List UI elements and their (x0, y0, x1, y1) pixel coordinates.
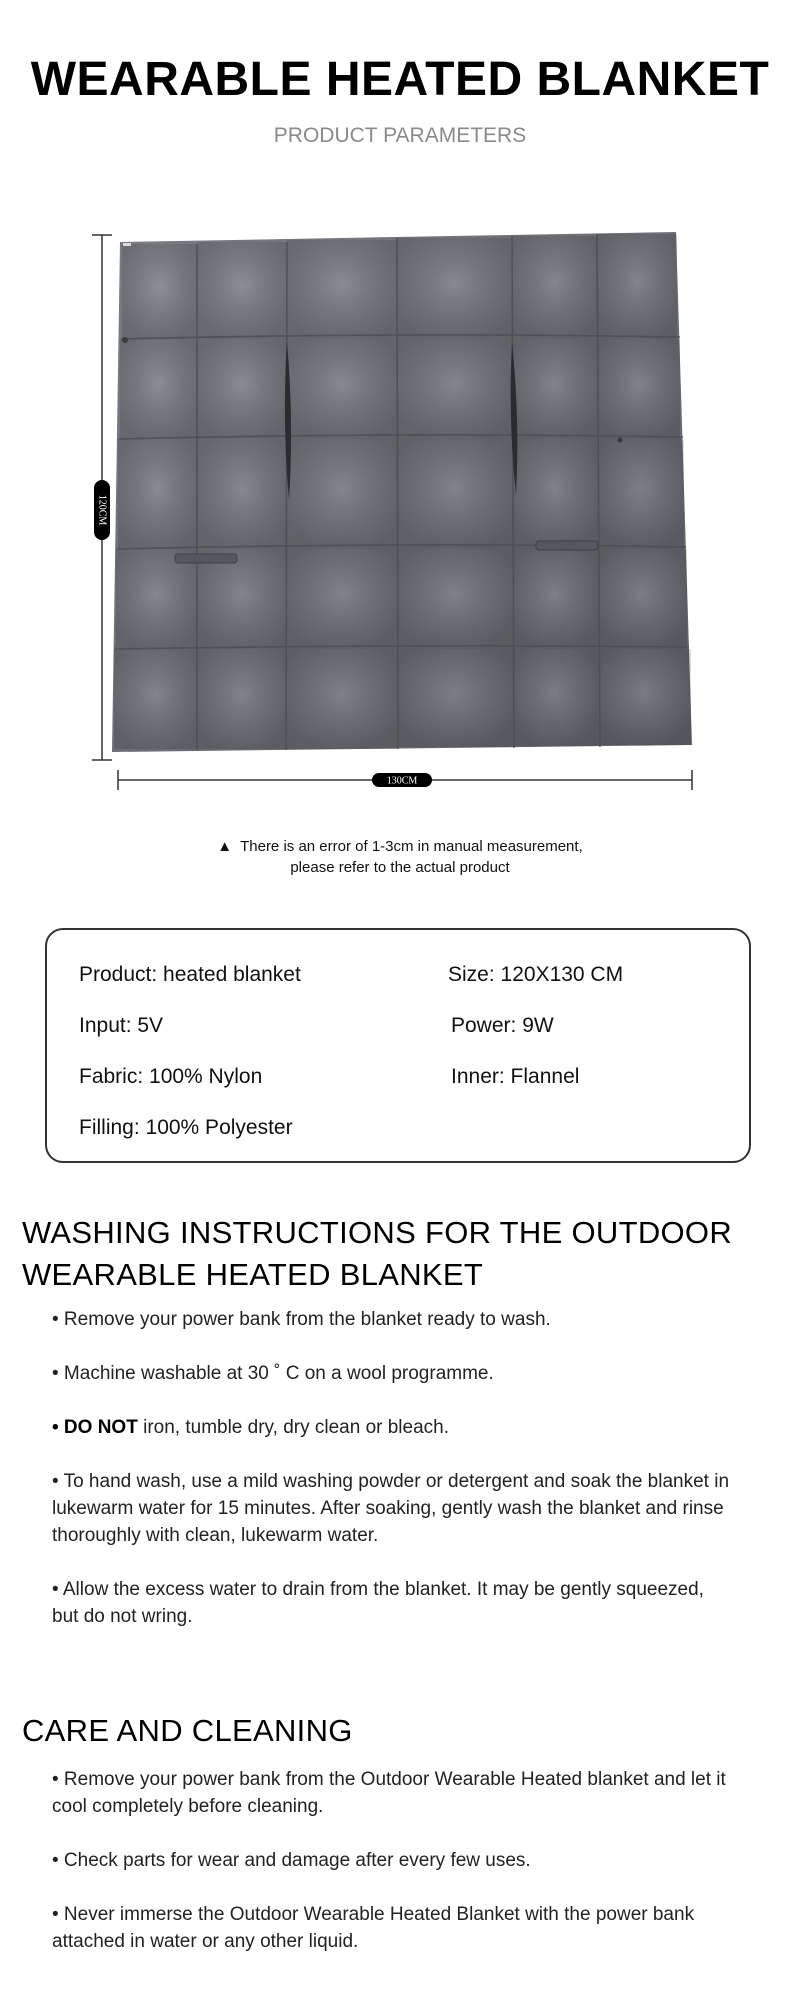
do-not-emphasis: • DO NOT (52, 1417, 138, 1438)
blanket-figure (80, 220, 720, 800)
list-item: • Check parts for wear and damage after every few uses. (52, 1850, 531, 1871)
note-line-2: please refer to the actual product (290, 859, 510, 876)
param-size: Size: 120X130 CM (448, 963, 624, 986)
list-item: • To hand wash, use a mild washing powder or detergent and soak the blanket in lukewarm water for 15 minutes. After soaking, gently wash the blanket and rinse thoroughly with clean, lukewarm water. (52, 1471, 730, 1546)
param-power: Power: 9W (451, 1014, 554, 1037)
list-item: • Remove your power bank from the blanket ready to wash. (52, 1309, 551, 1330)
blanket-image (112, 232, 692, 752)
measurement-note (0, 836, 800, 878)
param-filling: Filling: 100% Polyester (79, 1116, 293, 1139)
param-inner: Inner: Flannel (451, 1065, 580, 1088)
param-fabric: Fabric: 100% Nylon (79, 1065, 263, 1088)
care-title: CARE AND CLEANING (22, 1713, 353, 1748)
list-item: • Allow the excess water to drain from the blanket. It may be gently squeezed, but do not wring. (52, 1579, 704, 1627)
washing-list (52, 1306, 762, 1657)
param-input: Input: 5V (79, 1014, 164, 1037)
parameters-box (45, 928, 751, 1163)
width-dimension (118, 770, 692, 790)
care-list (52, 1766, 762, 1982)
list-item: • Remove your power bank from the Outdoor Wearable Heated blanket and let it cool completely before cleaning. (52, 1769, 726, 1817)
warning-triangle-icon: ▲ (217, 838, 233, 855)
blanket-diagram (80, 220, 720, 800)
height-label: 120CM (96, 494, 108, 526)
width-label: 130CM (386, 775, 418, 787)
list-item: • DO NOT iron, tumble dry, dry clean or bleach. (52, 1417, 450, 1438)
list-item: • Never immerse the Outdoor Wearable Heated Blanket with the power bank attached in water or any other liquid. (52, 1904, 695, 1952)
page-subtitle: PRODUCT PARAMETERS (273, 124, 527, 147)
note-line-1: There is an error of 1-3cm in manual measurement, (240, 838, 583, 855)
param-product: Product: heated blanket (79, 963, 301, 986)
page-title: WEARABLE HEATED BLANKET (30, 53, 770, 106)
height-dimension (92, 235, 112, 760)
washing-title: WASHING INSTRUCTIONS FOR THE OUTDOOR WEARABLE HEATED BLANKET (22, 1215, 733, 1292)
list-item: • Machine washable at 30 ˚ C on a wool programme. (52, 1363, 494, 1384)
